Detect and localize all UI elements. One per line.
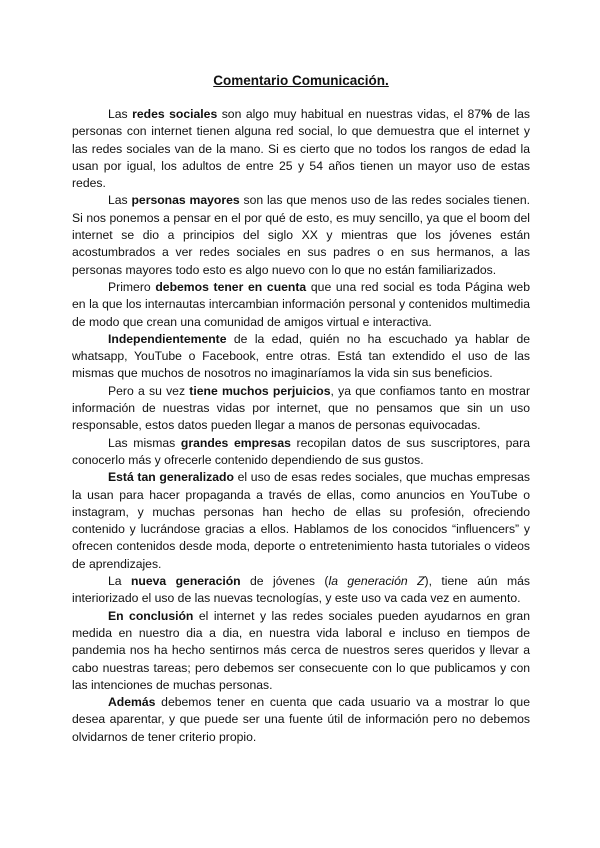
paragraph-3 — [72, 279, 530, 331]
text-run: el uso de esas redes sociales, que muchas empresas la usan para hacer propaganda a través de ellas, como anuncios en YouTube o instagram, y muchas personas han hecho de ellas su profesión, ofreciendo contenido y lucrándose gracias a ellos. Hablamos de los conocidos “influencers” y ofrecen contenidos desde moda, deporte o entretenimiento hasta tutoriales o videos de aprendizajes. — [72, 470, 531, 571]
paragraph-5 — [72, 383, 530, 435]
text-run: de la edad, quién no ha escuchado ya hablar de whatsapp, YouTube o Facebook, entre otras. Está tan extendido el uso de las mismas que muchos de nosotros no imaginaríamos la vida sin sus beneficios. — [72, 331, 530, 381]
bold-run: grandes empresas — [180, 435, 291, 450]
text-run: que una red social es toda Página web en la que los internautas intercambian información personal y contenidos multimedia de modo que crean una comunidad de amigos virtual e interactiva. — [72, 279, 530, 329]
text-run: recopilan datos de sus suscriptores, para conocerlo más y ofrecerle contenido dependiendo de sus gustos. — [72, 435, 530, 467]
bold-run: Independientemente — [108, 331, 227, 346]
text-run: Pero a su vez — [108, 383, 190, 398]
paragraph-8 — [72, 573, 530, 608]
paragraph-10 — [72, 694, 530, 746]
text-run: Las mismas — [108, 435, 181, 450]
paragraph-1 — [72, 106, 530, 192]
paragraph-9 — [72, 608, 530, 694]
bold-run: debemos tener en cuenta — [155, 279, 307, 294]
text-run: , ya que confiamos tanto en mostrar información de nuestras vidas por internet, que no pensamos que sin un uso responsable, estos datos pueden llegar a manos de personas equivocadas. — [72, 383, 531, 433]
text-run: el internet y las redes sociales pueden ayudarnos en gran medida en nuestro dia a dia, en nuestra vida laboral e incluso en tiempos de pandemia nos ha hecho sentirnos más cerca de nuestros seres queridos y llevar a cabo nuestras tareas; pero debemos ser consecuente con lo que publicamos y con las intenciones de muchas personas. — [72, 608, 530, 692]
text-run: son las que menos uso de las redes sociales tienen. Si nos ponemos a pensar en el por qué de esto, es muy sencillo, ya que el boom del internet se dio a principios del siglo XX y mientras que los jóvenes están acostumbrados a ver redes sociales en sus padres o en sus hermanos, a las personas mayores todo esto es algo nuevo con lo que no están familiarizados. — [72, 193, 530, 277]
text-run: Primero — [108, 279, 156, 294]
text-run: de las personas con internet tienen alguna red social, lo que demuestra que el internet y las redes sociales van de la mano. Si es cierto que no todos los rangos de edad la usan por igual, los adultos de entre 25 y 54 años tienen un mayor uso de estas redes. — [72, 107, 530, 191]
text-run: Las — [108, 193, 132, 208]
paragraph-4 — [72, 331, 530, 383]
bold-run: Está tan generalizado — [108, 470, 234, 485]
text-run: ), tiene aún más interiorizado el uso de las nuevas tecnologías, y este uso va cada vez en aumento. — [72, 574, 531, 606]
bold-run: % — [481, 107, 492, 121]
bold-run: Además — [108, 695, 156, 710]
document-title: Comentario Comunicación. — [213, 73, 389, 88]
paragraph-7 — [72, 469, 530, 573]
bold-run: personas mayores — [131, 193, 240, 208]
text-run: de jóvenes ( — [240, 574, 329, 589]
text-run: son algo muy habitual en nuestras vidas, el 87 — [217, 107, 482, 121]
bold-run: tiene muchos perjuicios — [189, 383, 331, 398]
paragraph-2 — [72, 192, 530, 278]
text-run: La — [108, 574, 131, 589]
text-run: debemos tener en cuenta que cada usuario va a mostrar lo que desea aparentar, y que puede ser una fuente útil de información pero no debemos olvidarnos de tener criterio propio. — [72, 695, 530, 744]
paragraph-6 — [72, 435, 530, 470]
text-run: Las — [108, 107, 133, 121]
bold-run: En conclusión — [108, 608, 194, 623]
bold-run: redes sociales — [132, 107, 218, 121]
bold-run: nueva generación — [130, 574, 241, 589]
italic-run: la generación Z — [328, 574, 425, 589]
